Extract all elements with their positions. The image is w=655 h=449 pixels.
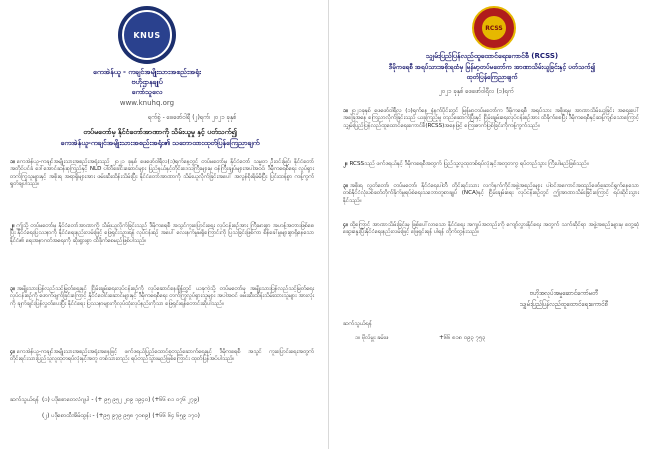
rcss-date: ၂၀၂၁ ခုနှစ် ဖေဖော်ဝါရီလ (၁)ရက် xyxy=(439,88,514,95)
rcss-paragraph-1 xyxy=(343,108,639,130)
rcss-emblem-text: RCSS xyxy=(482,16,506,40)
rcss-paragraph-2 xyxy=(343,161,639,168)
rcss-contact-label: ဆက်သွယ်ရန် xyxy=(343,321,372,327)
knu-paragraph-3 xyxy=(10,286,314,308)
rcss-title-line1: ဒီမိုကရေစီ အရပ်သားအစိုးရထံမှ မြန်မာ့တပ်မတော်က အာဏာသိမ်းယူခြင်းနှင့် ပတ်သက်၍ xyxy=(388,63,596,71)
rcss-signature-line2: သျှမ်းပြည်ပြန်လည်ထူထောင်ရေးကောင်စီ xyxy=(519,301,609,308)
knu-org-hq: ဗဟိုဌာနချုပ် xyxy=(131,78,163,86)
rcss-contact-name: ၁။ ဗိုလ်မှူး ခမ်းဖ xyxy=(355,335,389,341)
rcss-paragraph-4 xyxy=(343,222,639,237)
knu-contact-1: (၁) ပဒိုစောတေလံဂျပါ - (+ ၉၅ ၉၅၂ ၂၀၉ ၁၉၄၀) (+၆၆ ၈၁ ၀၇၆ ၂၇၉) xyxy=(42,397,200,403)
paragraph-number: ၄။ xyxy=(343,222,348,228)
paragraph-number: ၄။ xyxy=(10,349,15,355)
paragraph-text: ၂၀၂၁ခုနှစ် ဖေဖော်ဝါရီလ (၁)ရက်နေ့ နံနက်ပိုင်းတွင် မြန်မာ့တပ်မတော်က ဒီမိုကရေစီ အရပ်သား အစိုးရမှ အာဏာသိမ်းယူခြင်း အရေးပေါ်အခြေအနေ ကြေညာလိုက်ခြင်းသည် ယခုကြည့်မူ တည်ဆောက်ပြီးနှင့် ငြိမ်းချမ်းရေးလုပ်ငန်းစဉ်အား ထိခိုက်စေပြီး ဒီမိုကရေစီနှင့်ဆန့်ကျင်သောကြောင့် သျှမ်းပြည်ပြန်လည်ထူထောင်ရေးကောင်စီ(RCSS)အနေဖြင့် ကြေးဇာက်ပြစ်ခြင်းကိုကန့်ကွက်သည်။ xyxy=(343,108,639,129)
rcss-contact-phone: +၆၆ ၈၁၈ ၀၉၃ ၇၅၃ xyxy=(439,335,486,341)
paragraph-number: ၃။ xyxy=(343,183,348,189)
paragraph-text: ဤသို့ တပ်မတော်မှ နိုင်ငံတော်အာဏာကို သိမ်းယူလိုက်ခြင်းသည် ဒီမိုကရေစီ အသွင်ကူးပြောင်းရေး လုပ်ငန်းစဉ်အား ကြီးမားစွာ အဟန့်အတားဖြစ်စေပြီး နိုင်ငံရေးပြဿနာကို နိုင်ငံရေးနည်းလမ်းဖြင့် ဖြေရှင်းသွားရန် လုပ်ငန်းစဉ် အပေါ် လေးနက်မှုမရှိကြောင်းကို ပြသခြင်းဖြစ်ကာ စိန်ခေါ်မှုများစွာရှိနေသော နိုင်ငံ၏ ရေးအနာဂတ်အရေးကို ဆိုးရွားစွာ ထိခိုက်စေမည်ဖြစ်ပါသည်။ xyxy=(10,223,314,244)
knu-website-link[interactable]: www.knuhq.org xyxy=(119,99,175,107)
paragraph-text: RCSSသည် ဖက်ဒရယ်နှင့် ဒီမိုကရေစီအတွက် ပြည်သူ့လူထုတစ်ရပ်လုံးနှင့်အတူတကွ ရပ်တည်သွား ကြီးပါမည်ဖြစ်သည်။ xyxy=(349,161,589,167)
rcss-paragraph-3 xyxy=(343,183,639,205)
knu-paragraph-1 xyxy=(10,159,314,189)
paragraph-number: ၂။ xyxy=(343,161,348,167)
paragraph-number: ၁။ xyxy=(343,108,348,114)
knu-contact-2: (၂) ပဒိုစောထီအိမ်ထွန်း - (+၉၅ ၉၇၉ ၉၅၈ ၇၀၈၉) (+၆၆ ၆၄ ၆၅၉ ၁၇၀) xyxy=(42,413,200,419)
rcss-signature-line1: ဗဟိုအလုပ်အမှုဆောင်ကော်မတီ xyxy=(529,290,599,297)
knu-paragraph-2 xyxy=(10,223,314,245)
knu-date: ရက်စွဲ - ဖေဖော်ဝါရီ (၂)ရက်၊ ၂၀၂၁ ခုနှစ် xyxy=(148,114,237,121)
paragraph-text: ကေအဲန်ယူ-ကချင်အမျိုးသားအစည်းအရုံးသည် ၂၀၂၁ ခုနှစ် ဖေဖော်ဝါရီလ(၁)ရက်နေ့တွင် တပ်မတော်မှ နိုင်ငံတော် သမ္မတ ဦးဝင်းမြင့်၊ နိုင်ငံတော်အတိုင်ပင်ခံ ဒေါ်အောင်ဆန်းစုကြည်နှင့် NLD ပါတီခေါင်းဆောင်များ ပြည်နယ်နှင့်တိုင်းဒေသကြီးများမှ ဝန်ကြီးချုပ်များအပါအဝင်၊ ဒီမိုကရေစီရေး လှုပ်ရှားတက်ကြွသူများနှင့် အစိုးရ အရာရှိများအား ဖမ်းဆီးထိန်းသိမ်းပြီး နိုင်ငံတော်အာဏာကို သိမ်းယူလိုက်ခြင်းအပေါ် အလွန်စိုးရိမ်မိပြီး ပြင်းထန်စွာ ကန့်ကွက်ရှုတ်ချပါသည်။ xyxy=(10,159,314,188)
rcss-org-name: သျှမ်းပြည်ပြန်လည်ထူထောင်ရေးကောင်စီ (RCSS) xyxy=(425,52,559,60)
paragraph-number: ၁။ xyxy=(10,159,15,165)
knu-seal-ring xyxy=(122,10,172,60)
paragraph-number: ၂။ xyxy=(10,223,15,229)
knu-org-name: ကေအဲန်ယူ - ကချင်အမျိုးသားအစည်းအရုံး xyxy=(93,68,201,76)
rcss-emblem-icon xyxy=(472,6,516,50)
knu-title-line1: တပ်မတော်မှ နိုင်ငံတော်အာဏာကို သိမ်းယူမှု နှင့် ပတ်သက်၍ xyxy=(83,128,237,136)
rcss-statement xyxy=(329,0,655,449)
knu-seal-icon xyxy=(118,6,176,64)
knu-title-line2: ကေအဲန်ယူ-ကချင်အမျိုးသားအစည်းအရုံး၏ သဘောထားထုတ်ပြန်ကြေညာချက် xyxy=(60,139,260,147)
paragraph-text: အစိုးရ လွှတ်တော်၊ တပ်မတော်၊ နိုင်ငံရေးပါတီ တိုင်းရင်းသား လက်နက်ကိုင်အဖွဲ့အစည်းများ ပါဝင်အကောင်အထည်ဖော်ဆောင်ရွက်နေသော တစ်နိုင်ငံလုံးပစ်ခတ်တိုက်ခိုက်မှုရပ်စဲရေးသဘောတူစာချုပ် (NCA)နှင့် ငြိမ်းချမ်းရေး လုပ်ငန်းစဉ်တွင် ဤအာဏာသိမ်းခြင်းကြောင့် ရပ်ဆိုင်းသွားနိုင်သည်။ xyxy=(343,183,639,204)
knu-paragraph-4 xyxy=(10,349,314,364)
rcss-title-line2: ထုတ်ပြန်ကြေညာချက် xyxy=(466,73,518,81)
paragraph-number: ၃။ xyxy=(10,286,15,292)
paragraph-text: ကေအဲန်ယူ-ကချင်အမျိုးသားအစည်းအရုံးအနေဖြင့် ဖက်ဒရယ်ပြည်ထောင်စုတည်ဆောက်ရေးနှင့် ဒီမိုကရေစီ အသွင် ကူးပြောင်းရေးအတွက် တိုင်းရင်းသားပြည်သူလူထုတရပ်လုံးနှင့်အတူ တစ်သားတည်း ရပ်တည်သွားမည်ဖြစ်ကြောင်း ထုတ်ပြန်အပ်ပါသည်။ xyxy=(10,349,314,363)
paragraph-text: ထို့ကြောင့် အာဏာသိမ်းခြင်းမှ ဖြစ်ပေါ်လာသော နိုင်ငံရေး အကျပ်အတည်းကို ကျော်လွှားနိုင်ရေး အတွက် သက်ဆိုင်ရာ အဖွဲ့အစည်းများမှ တွေ့ဆုံဆွေးနွေးပြီးနိုင်ငံရေးနည်းလမ်းဖြင့် ဖြေရှင်းရန် ပါရန် တိုက်တွန်းသည်။ xyxy=(343,222,639,236)
paragraph-text: အမျိုးသားပြန်လည်သင့်မြတ်ရေးနှင့် ငြိမ်းချမ်းရေးလုပ်ငန်းစဉ်ကို လုပ်ဆောင်နေချိန်တွင် ယခုကဲ့သို့ တပ်မတော်မှ အမျိုးသားပြန်လည်သင့်မြတ်ရေးလုပ်ငန်းစဉ်ကို ဖောက်ဖျက်ခြင်းကြောင့် နိုင်ငံဝေါင်းဆောင်များနှင့် ဒီမိုကရေစီရေး တက်ကြွလှုပ်ရှားသူများ အပါအဝင် ဖမ်းဆီးထိန်းသိမ်းထားသူများ အားလုံးကို ချက်ချင်းပြန်လွှတ်ပေးပြီး နိုင်ငံရေး ပြဿနာများကိုလုပ်ထုံးလုပ်နည်းကိုသာ ဖြေရှင်းရန်တောင်းဆိုပါသည်။ xyxy=(10,286,314,307)
knu-contact-label: ဆက်သွယ်ရန် xyxy=(10,397,39,403)
knu-org-location: ကော်သူလေ xyxy=(131,88,163,96)
knu-seal-text: KNUS xyxy=(133,30,161,40)
